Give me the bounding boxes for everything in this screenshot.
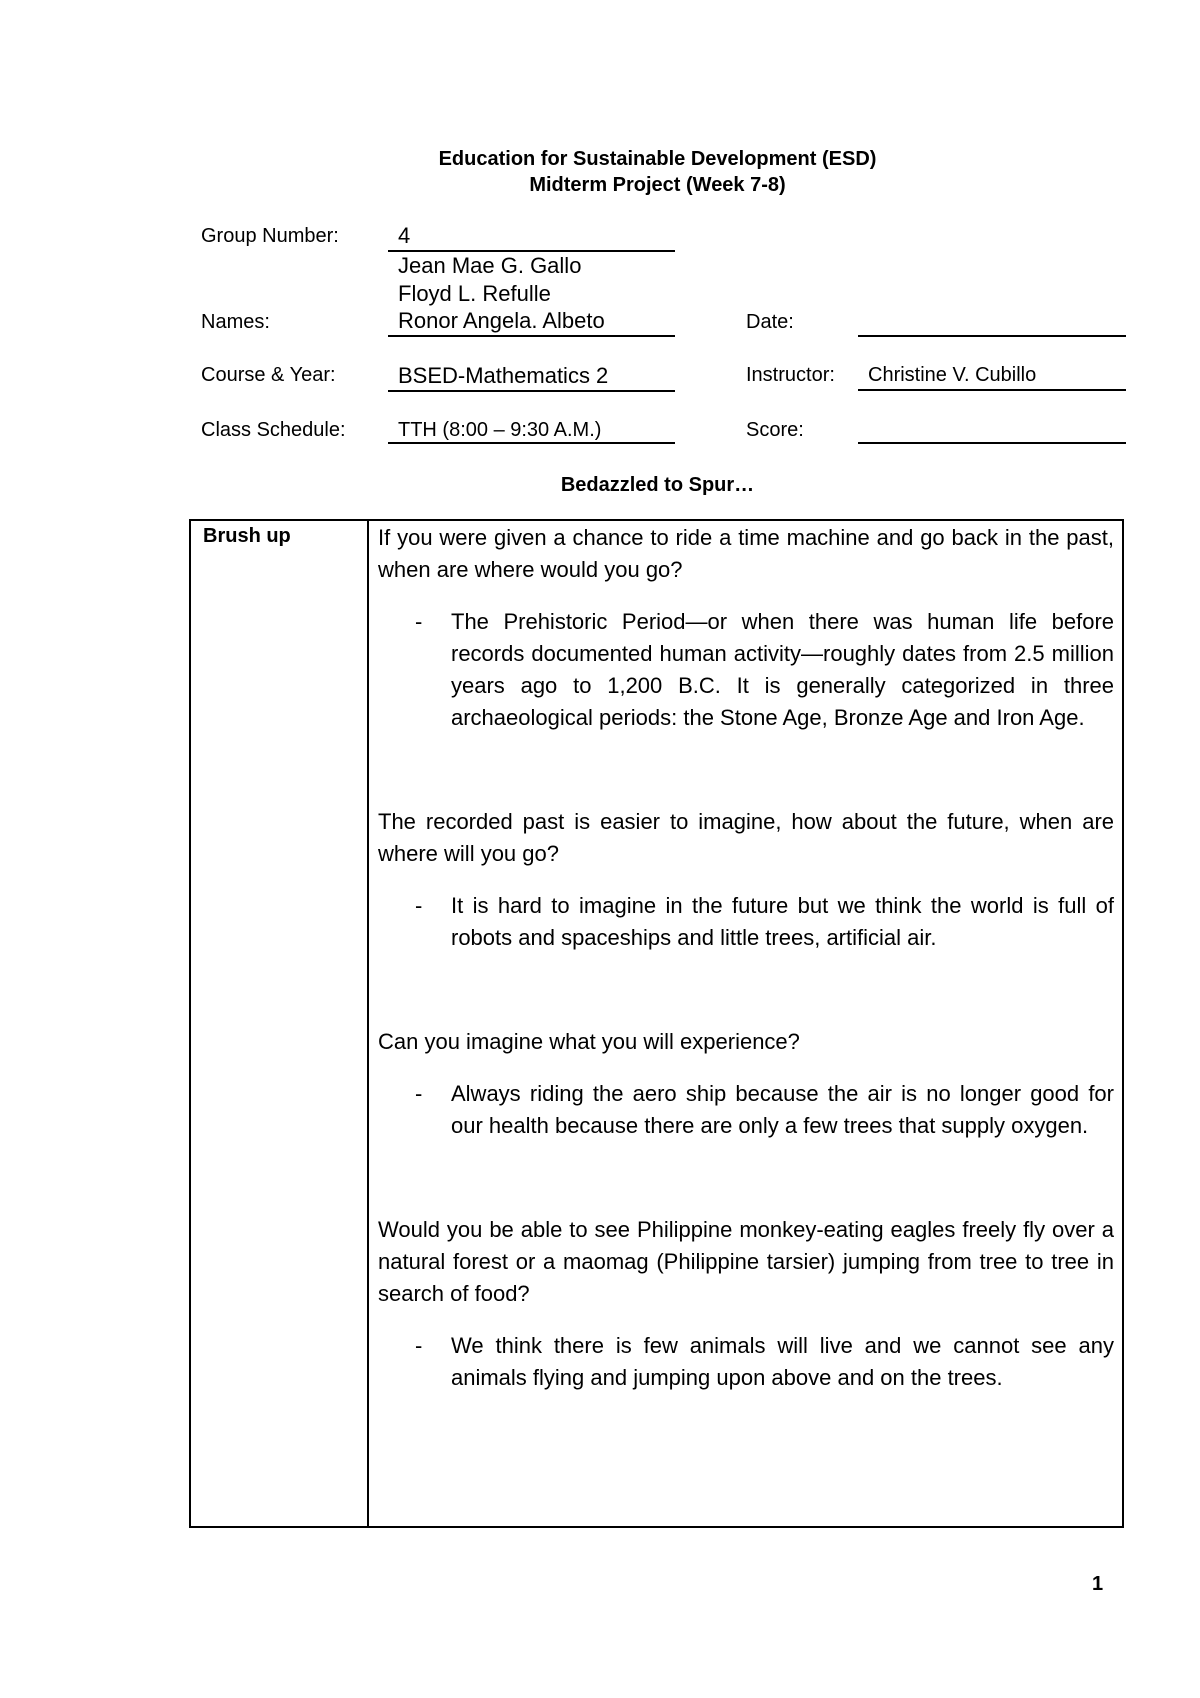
score-underline — [858, 442, 1126, 444]
question-3: Can you imagine what you will experience? — [378, 1029, 800, 1054]
answer-3 — [378, 1078, 1114, 1142]
name-2: Floyd L. Refulle — [398, 281, 551, 306]
instructor-label: Instructor: — [746, 364, 835, 386]
class-schedule-label: Class Schedule: — [201, 419, 346, 441]
dash-bullet: - — [415, 1333, 423, 1358]
date-label: Date: — [746, 311, 794, 333]
class-schedule-value: TTH (8:00 – 9:30 A.M.) — [398, 419, 602, 441]
document-header — [0, 146, 1200, 198]
answer-2 — [378, 890, 1114, 954]
document-subtitle: Midterm Project (Week 7-8) — [529, 174, 786, 196]
name-1: Jean Mae G. Gallo — [398, 253, 582, 278]
course-year-label: Course & Year: — [201, 364, 336, 386]
table-content-cell — [378, 521, 1114, 1394]
instructor-value: Christine V. Cubillo — [868, 364, 1037, 386]
answer-3-text: Always riding the aero ship because the air is no longer good for our health because there are only a few trees that supply oxygen. — [451, 1081, 1114, 1138]
class-schedule-underline — [388, 442, 675, 444]
group-number-label: Group Number: — [201, 225, 339, 247]
dash-bullet: - — [415, 609, 423, 634]
names-label: Names: — [201, 311, 270, 333]
group-number-value: 4 — [398, 223, 411, 248]
table-row-label: Brush up — [203, 525, 291, 547]
course-year-value: BSED-Mathematics 2 — [398, 363, 609, 388]
course-year-underline — [388, 390, 675, 392]
brush-up-table — [189, 519, 1124, 1528]
instructor-underline — [858, 389, 1126, 391]
answer-4 — [378, 1330, 1114, 1394]
dash-bullet: - — [415, 893, 423, 918]
page-number: 1 — [1092, 1573, 1104, 1595]
question-4: Would you be able to see Philippine monkey-eating eagles freely fly over a natural forest or a maomag (Philippine tarsier) jumping from tree to tree in search of food? — [378, 1217, 1114, 1306]
answer-1 — [378, 606, 1114, 734]
names-underline — [388, 335, 675, 337]
score-label: Score: — [746, 419, 804, 441]
question-2: The recorded past is easier to imagine, how about the future, when are where will you go? — [378, 809, 1114, 866]
section-title: Bedazzled to Spur… — [560, 474, 755, 496]
answer-4-text: We think there is few animals will live and we cannot see any animals flying and jumping upon above and on the trees. — [451, 1333, 1114, 1390]
table-column-divider — [367, 521, 369, 1526]
answer-1-text: The Prehistoric Period—or when there was human life before records documented human activity—roughly dates from 2.5 million years ago to 1,200 B.C. It is generally categorized in three archaeological periods: the Stone Age, Bronze Age and Iron Age. — [451, 609, 1114, 730]
date-underline — [858, 335, 1126, 337]
question-1: If you were given a chance to ride a time machine and go back in the past, when are where would you go? — [378, 525, 1114, 582]
name-3: Ronor Angela. Albeto — [398, 308, 605, 333]
document-title: Education for Sustainable Development (ESD) — [438, 148, 877, 170]
answer-2-text: It is hard to imagine in the future but we think the world is full of robots and spaceships and little trees, artificial air. — [451, 893, 1114, 950]
dash-bullet: - — [415, 1081, 423, 1106]
